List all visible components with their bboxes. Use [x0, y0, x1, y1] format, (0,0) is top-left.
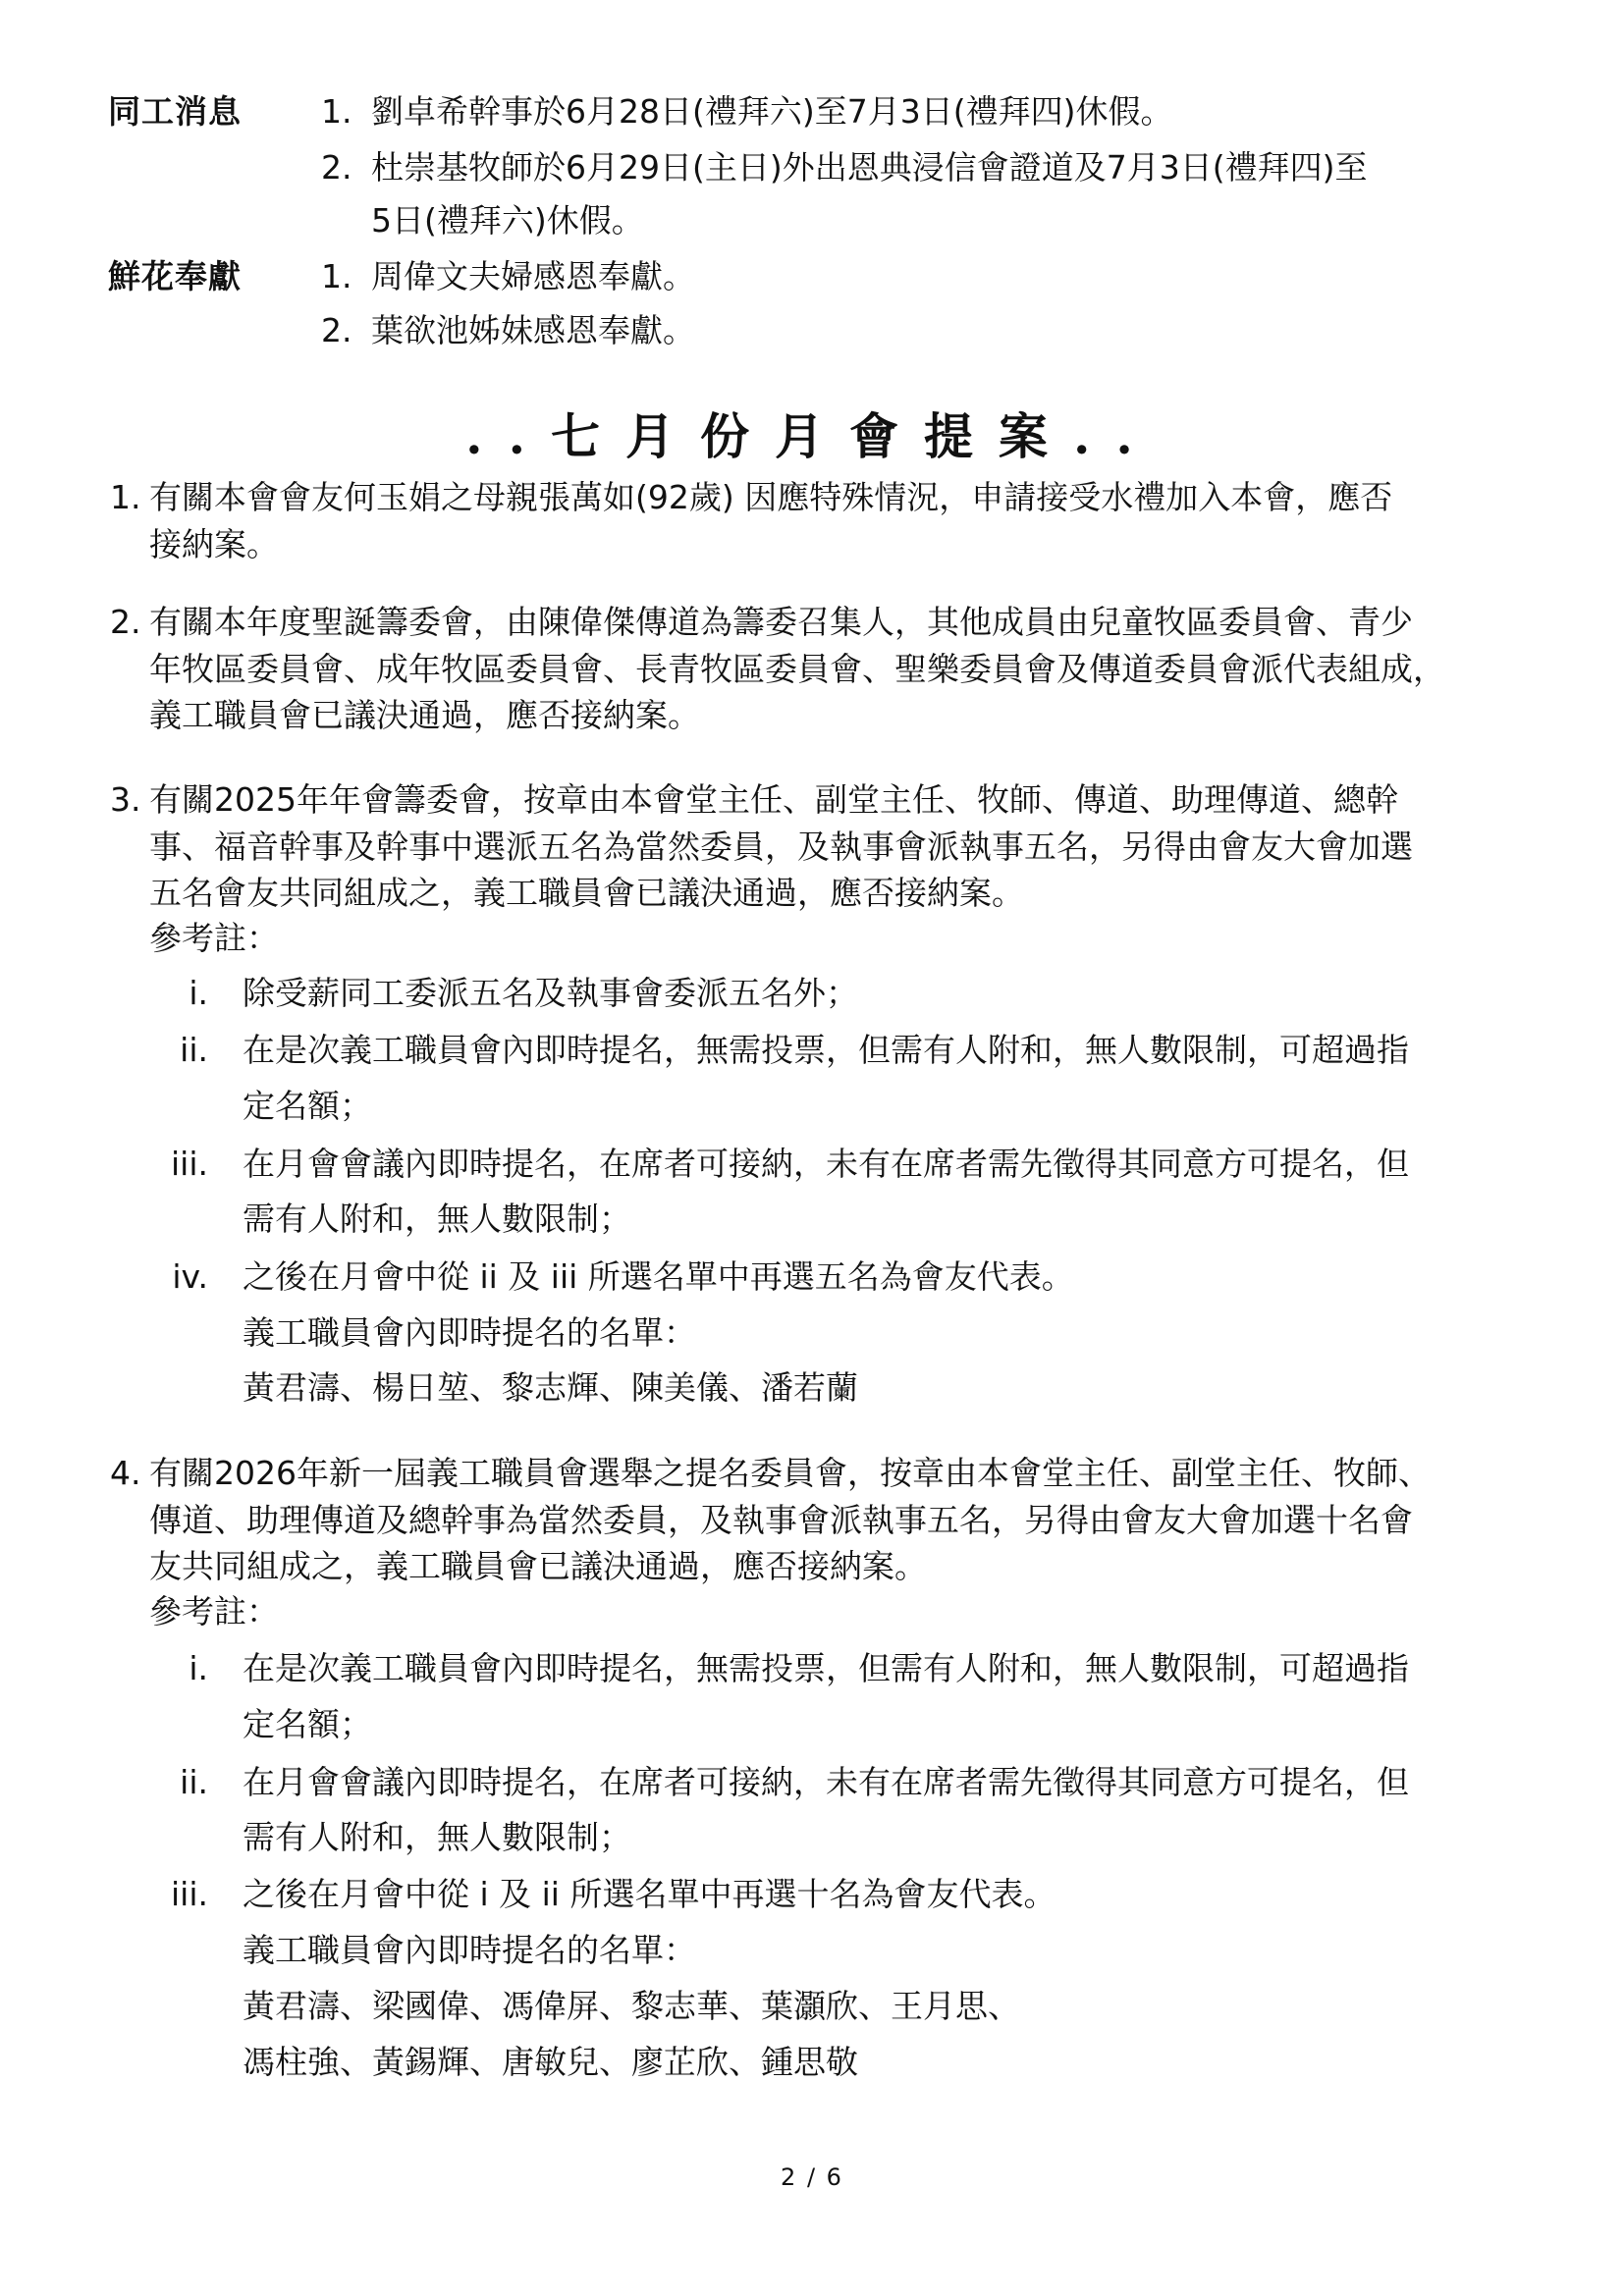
nomination-list: 黃君濤、楊日堃、黎志輝、陳美儀、潘若蘭: [243, 1368, 858, 1407]
proposal-text: 事、福音幹事及幹事中選派五名為當然委員，及執事會派執事五名，另得由會友大會加選: [149, 828, 1413, 866]
sub-item-text: 定名額；: [243, 1087, 372, 1125]
sub-item-number: i.: [189, 974, 208, 1012]
notice-item-number: 1.: [321, 92, 352, 131]
proposal-text: 有關2025年年會籌委會，按章由本會堂主任、副堂主任、牧師、傳道、助理傳道、總幹: [149, 780, 1398, 819]
notice-item-text: 周偉文夫婦感恩奉獻。: [371, 257, 695, 295]
sub-item-text: 需有人附和，無人數限制；: [243, 1200, 631, 1238]
notice-label: 同工消息: [108, 92, 242, 131]
proposal-number: 3.: [110, 780, 141, 819]
sub-item-text: 定名額；: [243, 1705, 372, 1743]
sub-item-text: 在月會會議內即時提名，在席者可接納，未有在席者需先徵得其同意方可提名，但: [243, 1763, 1409, 1801]
nomination-list-label: 義工職員會內即時提名的名單：: [243, 1313, 696, 1352]
proposal-text: 義工職員會已議決通過，應否接納案。: [149, 696, 700, 734]
proposal-number: 2.: [110, 603, 141, 641]
notice-item-number: 1.: [321, 257, 352, 295]
notice-item-text: 葉欲池姊妹感恩奉獻。: [371, 311, 695, 349]
notice-staff-news: [108, 84, 1561, 251]
proposal-number: 4.: [110, 1454, 141, 1492]
proposal-item: [110, 1451, 1563, 2118]
proposal-text: 傳道、助理傳道及總幹事為當然委員，及執事會派執事五名，另得由會友大會加選十名會: [149, 1501, 1413, 1539]
sub-item-text: 需有人附和，無人數限制；: [243, 1818, 631, 1856]
reference-note-label: 參考註：: [149, 919, 279, 957]
sub-item-text: 在是次義工職員會內即時提名，無需投票，但需有人附和，無人數限制，可超過指: [243, 1649, 1409, 1687]
reference-note-label: 參考註：: [149, 1592, 279, 1630]
nomination-list-label: 義工職員會內即時提名的名單：: [243, 1931, 696, 1969]
sub-item-number: iii.: [171, 1145, 208, 1183]
nomination-list: 黃君濤、梁國偉、馮偉屏、黎志華、葉灝欣、王月思、: [243, 1987, 1020, 2025]
proposal-text: 年牧區委員會、成年牧區委員會、長青牧區委員會、聖樂委員會及傳道委員會派代表組成，: [149, 650, 1445, 688]
notice-item-number: 2.: [321, 311, 352, 349]
section-title: ..七月份月會提案..: [465, 407, 1159, 465]
notice-item-text: 杜崇基牧師於6月29日(主日)外出恩典浸信會證道及7月3日(禮拜四)至: [371, 148, 1368, 187]
sub-item-text: 除受薪同工委派五名及執事會委派五名外；: [243, 974, 858, 1012]
sub-item-text: 之後在月會中從 ii 及 iii 所選名單中再選五名為會友代表。: [243, 1257, 1074, 1296]
sub-item-number: i.: [189, 1649, 208, 1687]
proposal-item: [110, 600, 1563, 747]
sub-item-number: ii.: [180, 1763, 208, 1801]
notice-item-text: 劉卓希幹事於6月28日(禮拜六)至7月3日(禮拜四)休假。: [371, 92, 1173, 131]
proposal-text: 接納案。: [149, 525, 279, 563]
sub-item-number: ii.: [180, 1031, 208, 1069]
proposal-text: 友共同組成之，義工職員會已議決通過，應否接納案。: [149, 1547, 927, 1585]
proposal-text: 有關2026年新一屆義工職員會選舉之提名委員會，按章由本會堂主任、副堂主任、牧師、: [149, 1454, 1431, 1492]
notice-item-number: 2.: [321, 148, 352, 187]
sub-item-text: 在是次義工職員會內即時提名，無需投票，但需有人附和，無人數限制，可超過指: [243, 1031, 1409, 1069]
nomination-list: 馮柱強、黃錫輝、唐敏兒、廖芷欣、鍾思敬: [243, 2043, 858, 2081]
notice-label: 鮮花奉獻: [108, 257, 242, 295]
sub-item-number: iii.: [171, 1875, 208, 1913]
page-number: 2 / 6: [781, 2163, 843, 2191]
proposal-text: 有關本會會友何玉娟之母親張萬如(92歲) 因應特殊情況，申請接受水禮加入本會，應否: [149, 478, 1393, 516]
proposal-item: [110, 777, 1563, 1425]
proposal-number: 1.: [110, 478, 141, 516]
proposal-text: 五名會友共同組成之，義工職員會已議決通過，應否接納案。: [149, 874, 1024, 912]
proposal-text: 有關本年度聖誕籌委會，由陳偉傑傳道為籌委召集人，其他成員由兒童牧區委員會、青少: [149, 603, 1413, 641]
notice-flower-offering: [108, 249, 1561, 367]
sub-item-text: 之後在月會中從 i 及 ii 所選名單中再選十名為會友代表。: [243, 1875, 1056, 1913]
notice-item-text: 5日(禮拜六)休假。: [371, 201, 644, 240]
sub-item-number: iv.: [172, 1257, 208, 1296]
proposal-item: [110, 475, 1563, 563]
sub-item-text: 在月會會議內即時提名，在席者可接納，未有在席者需先徵得其同意方可提名，但: [243, 1145, 1409, 1183]
